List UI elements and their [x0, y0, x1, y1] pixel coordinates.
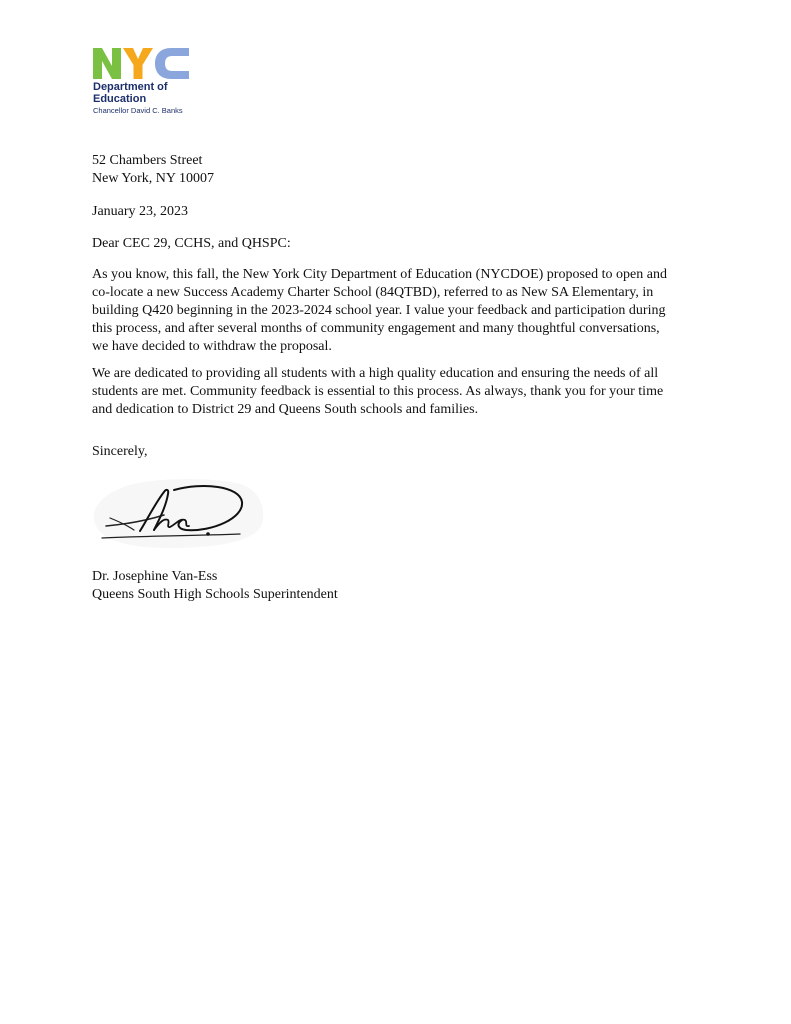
paragraph-1-line: this process, and after several months of community engagement and many thoughtful conversations,	[92, 321, 660, 336]
nyc-doe-logo	[92, 46, 232, 122]
salutation: Dear CEC 29, CCHS, and QHSPC:	[92, 236, 291, 251]
body-paragraph-2	[92, 365, 692, 419]
address-line-2: New York, NY 10007	[92, 171, 214, 186]
paragraph-2-line: We are dedicated to providing all students with a high quality education and ensuring the needs of all	[92, 366, 659, 381]
signatory-block	[92, 568, 338, 604]
chancellor-line: Chancellor David C. Banks	[93, 106, 183, 115]
signatory-name: Dr. Josephine Van-Ess	[92, 569, 218, 584]
sender-address	[92, 152, 214, 188]
handwritten-signature	[90, 474, 270, 554]
department-line-1: Department of	[93, 81, 168, 93]
address-line-1: 52 Chambers Street	[92, 153, 203, 168]
nyc-logo-mark	[92, 46, 190, 80]
paragraph-1-line: building Q420 beginning in the 2023-2024 school year. I value your feedback and participation during	[92, 303, 666, 318]
signatory-title: Queens South High Schools Superintendent	[92, 587, 338, 602]
closing: Sincerely,	[92, 444, 148, 459]
body-paragraph-1	[92, 266, 692, 356]
paragraph-1-line: we have decided to withdraw the proposal.	[92, 339, 332, 354]
paragraph-2-line: students are met. Community feedback is essential to this process. As always, thank you for your time	[92, 384, 664, 399]
department-line-2: Education	[93, 93, 147, 105]
paragraph-2-line: and dedication to District 29 and Queens South schools and families.	[92, 402, 479, 417]
letter-date: January 23, 2023	[92, 204, 189, 219]
paragraph-1-line: As you know, this fall, the New York City Department of Education (NYCDOE) proposed to open and	[92, 267, 667, 282]
paragraph-1-line: co-locate a new Success Academy Charter School (84QTBD), referred to as New SA Elementary, in	[92, 285, 654, 300]
